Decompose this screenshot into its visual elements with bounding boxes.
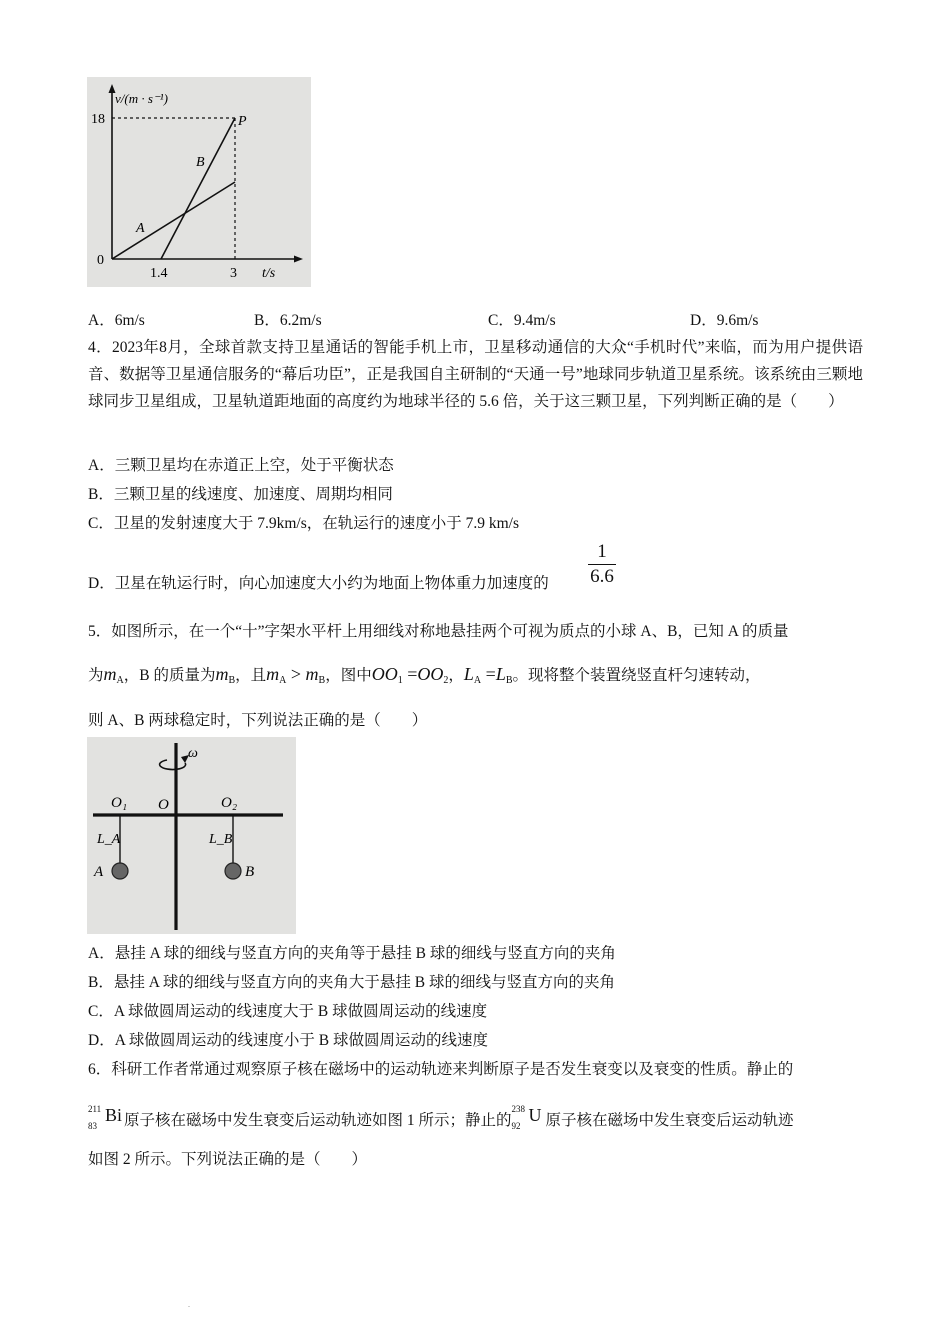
- fraction-numerator: 1: [597, 541, 607, 562]
- x-axis-arrow: [294, 256, 303, 263]
- q6-line-2: [88, 1103, 794, 1131]
- lb-label: L_B: [209, 832, 233, 847]
- q5-text-tuzhong: ，图中: [325, 667, 372, 684]
- q5-text-rotate: 。现将整个装置绕竖直杆匀速转动，: [512, 667, 761, 684]
- q4-stem: 4．2023年8月，全球首款支持卫星通话的智能手机上市，卫星移动通信的大众“手机时代”来临，而为用户提供语音、数据等卫星通信服务的“幕后功臣”，正是我国自主研制的“天通一号”地球同步轨道卫星系统。该系统由三颗地球同步卫星组成，卫星轨道距地面的高度约为地球半径的 5.6 倍，关于这三颗卫星，下列判断正确的是（ ）: [88, 339, 863, 410]
- ball-b-label: B: [245, 864, 255, 880]
- fraction-bar: [588, 564, 616, 565]
- rotation-arrow: [160, 760, 186, 770]
- math-oo1-eq-oo2: $OO_1 =OO_2$: [371, 664, 449, 686]
- q3-option-b[interactable]: B．6.2m/s: [254, 312, 322, 329]
- uranium-nuclide: 238 92 U: [511, 1104, 542, 1131]
- line-a-label: A: [136, 221, 145, 236]
- q3-option-a[interactable]: A．6m/s: [88, 312, 145, 329]
- math-la-eq-lb: $L_A =L_B$: [463, 664, 513, 686]
- bismuth-nuclide: 211 83 Bi: [88, 1104, 123, 1131]
- q5-text-b-mass: ，B 的质量为: [123, 667, 216, 684]
- q6-text-fig1: 原子核在磁场中发生衰变后运动轨迹如图 1 所示；静止的: [124, 1112, 512, 1129]
- q4-fraction: [588, 541, 616, 588]
- q5-option-c[interactable]: C．A 球做圆周运动的线速度大于 B 球做圆周运动的线速度: [88, 1003, 488, 1020]
- origin-label: 0: [97, 253, 104, 268]
- line-b-label: B: [196, 155, 205, 170]
- q4-option-d[interactable]: D．卫星在轨运行时，向心加速度大小约为地面上物体重力加速度的: [88, 575, 549, 592]
- q3-option-d[interactable]: D．9.6m/s: [690, 312, 759, 329]
- ball-a: [112, 863, 128, 879]
- q6-text-track: 原子核在磁场中发生衰变后运动轨迹: [545, 1112, 794, 1129]
- q5-line-1: 5．如图所示，在一个“十”字架水平杆上用细线对称地悬挂两个可视为质点的小球 A、B，已知 A 的质量: [88, 623, 789, 640]
- la-label: L_A: [97, 832, 121, 847]
- math-ma-gt-mb: $m_A > m_B$: [266, 664, 326, 686]
- q6-line-3: 如图 2 所示。下列说法正确的是（ ）: [88, 1151, 368, 1168]
- fraction-denominator: 6.6: [590, 566, 614, 587]
- velocity-time-graph-svg: [87, 77, 311, 287]
- q5-option-d[interactable]: D．A 球做圆周运动的线速度小于 B 球做圆周运动的线速度: [88, 1032, 488, 1049]
- q4-option-a[interactable]: A．三颗卫星均在赤道正上空，处于平衡状态: [88, 457, 394, 474]
- q5-text-wei: 为: [88, 667, 104, 684]
- math-m-a: $m_A$: [103, 664, 124, 686]
- q6-line-1: 6．科研工作者常通过观察原子核在磁场中的运动轨迹来判断原子是否发生衰变以及衰变的性质。静止的: [88, 1061, 794, 1078]
- footer-dot: .: [188, 1300, 190, 1309]
- o1-label: O₁: [111, 795, 128, 811]
- o-label: O: [158, 797, 169, 813]
- q5-option-a[interactable]: A．悬挂 A 球的细线与竖直方向的夹角等于悬挂 B 球的细线与竖直方向的夹角: [88, 945, 616, 962]
- q3-option-c[interactable]: C．9.4m/s: [488, 312, 556, 329]
- ball-b: [225, 863, 241, 879]
- x-tick-3: 3: [230, 266, 237, 281]
- q5-line-3: 则 A、B 两球稳定时，下列说法正确的是（ ）: [88, 712, 428, 729]
- line-a: [112, 182, 235, 259]
- q4-option-c[interactable]: C．卫星的发射速度大于 7.9km/s，在轨运行的速度小于 7.9 km/s: [88, 515, 520, 532]
- q5-text-comma: ，: [448, 667, 464, 684]
- q5-text-qie: ，且: [235, 667, 267, 684]
- rotating-frame-diagram: [87, 737, 296, 934]
- rotating-frame-svg: [87, 737, 296, 934]
- y-tick-18: 18: [91, 112, 105, 127]
- o2-label: O₂: [221, 795, 238, 811]
- x-tick-1-4: 1.4: [150, 266, 168, 281]
- x-axis-label: t/s: [262, 266, 276, 281]
- q5-line-2: [88, 664, 761, 691]
- q5-option-b[interactable]: B．悬挂 A 球的细线与竖直方向的夹角大于悬挂 B 球的细线与竖直方向的夹角: [88, 974, 616, 991]
- ball-a-label: A: [94, 864, 104, 880]
- q4-option-b[interactable]: B．三颗卫星的线速度、加速度、周期均相同: [88, 486, 393, 503]
- velocity-time-graph: [87, 77, 311, 287]
- math-m-b: $m_B$: [215, 664, 236, 686]
- omega-label: ω: [188, 746, 198, 761]
- y-axis-label: v/(m · s⁻¹): [115, 91, 168, 106]
- point-p-label: P: [238, 114, 247, 129]
